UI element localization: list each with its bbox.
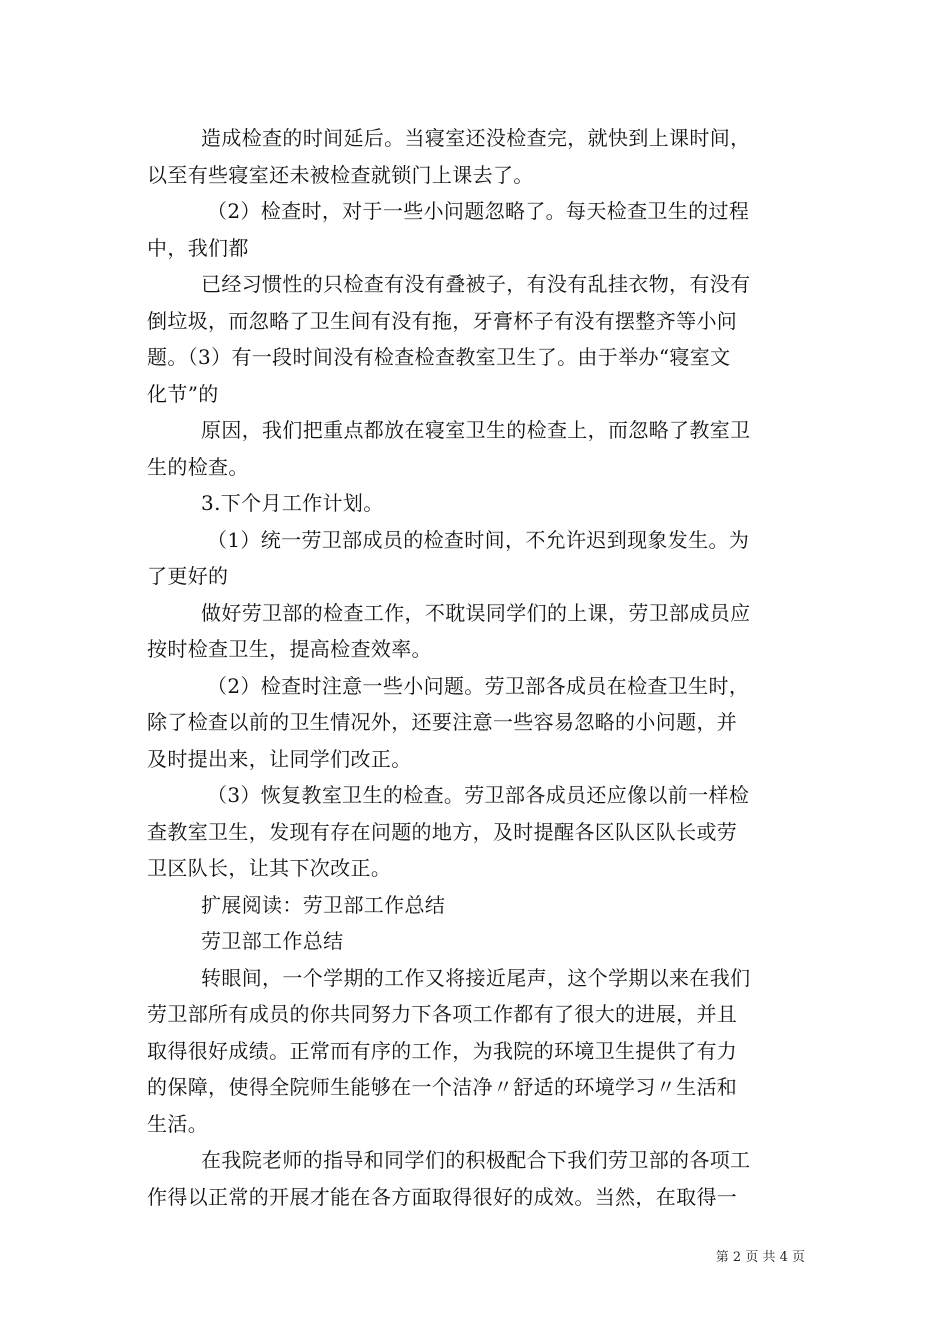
- text-line: 生的检查。: [147, 454, 249, 479]
- text-line: 题。（3）有一段时间没有检查检查教室卫生了。由于举办“寝室文: [147, 345, 731, 369]
- text-line: 劳卫部所有成员的你共同努力下各项工作都有了很大的进展，并且: [147, 1002, 738, 1026]
- text-line: 化节”的: [147, 381, 219, 406]
- text-line: 转眼间，一个学期的工作又将接近尾声，这个学期以来在我们: [201, 965, 751, 990]
- text-line: 在我院老师的指导和同学们的积极配合下我们劳卫部的各项工: [201, 1148, 751, 1172]
- text-line: 原因，我们把重点都放在寝室卫生的检查上，而忽略了教室卫: [201, 418, 751, 442]
- text-line: （2）检查时注意一些小问题。劳卫部各成员在检查卫生时，: [207, 673, 750, 698]
- text-line: （2）检查时，对于一些小问题忽略了。每天检查卫生的过程: [207, 199, 750, 223]
- body-text: [147, 120, 812, 1215]
- text-line: 作得以正常的开展才能在各方面取得很好的成效。当然，在取得一: [147, 1184, 738, 1209]
- text-line: 中，我们都: [147, 235, 249, 260]
- text-line: 除了检查以前的卫生情况外，还要注意一些容易忽略的小问题，并: [147, 710, 738, 734]
- text-line: 取得很好成绩。正常而有序的工作，为我院的环境卫生提供了有力: [147, 1038, 738, 1063]
- page-number: 第 2 页 共 4 页: [715, 1250, 805, 1265]
- text-line: 做好劳卫部的检查工作，不耽误同学们的上课，劳卫部成员应: [201, 600, 751, 625]
- text-line: 造成检查的时间延后。当寝室还没检查完，就快到上课时间，: [201, 126, 751, 150]
- text-line: 以至有些寝室还未被检查就锁门上课去了。: [147, 162, 534, 187]
- text-line: （3）恢复教室卫生的检查。劳卫部各成员还应像以前一样检: [207, 783, 750, 807]
- text-line: 了更好的: [147, 564, 229, 588]
- text-line: 扩展阅读：劳卫部工作总结: [201, 892, 446, 917]
- text-line: 按时检查卫生，提高检查效率。: [147, 637, 432, 661]
- text-line: （1）统一劳卫部成员的检查时间，不允许迟到现象发生。为: [207, 527, 750, 552]
- text-line: 查教室卫生，发现有存在问题的地方，及时提醒各区队区队长或劳: [147, 819, 738, 844]
- text-line: 及时提出来，让同学们改正。: [147, 746, 412, 771]
- text-line: 倒垃圾，而忽略了卫生间有没有拖，牙膏杯子有没有摆整齐等小问: [147, 308, 738, 333]
- text-line: 3.下个月工作计划。: [201, 491, 384, 515]
- text-line: 生活。: [147, 1111, 209, 1136]
- text-line: 劳卫部工作总结: [201, 929, 344, 953]
- text-line: 卫区队长，让其下次改正。: [147, 856, 392, 880]
- text-line: 已经习惯性的只检查有没有叠被子，有没有乱挂衣物，有没有: [201, 272, 751, 296]
- text-line: 的保障，使得全院师生能够在一个洁净〃舒适的环境学习〃生活和: [147, 1075, 738, 1099]
